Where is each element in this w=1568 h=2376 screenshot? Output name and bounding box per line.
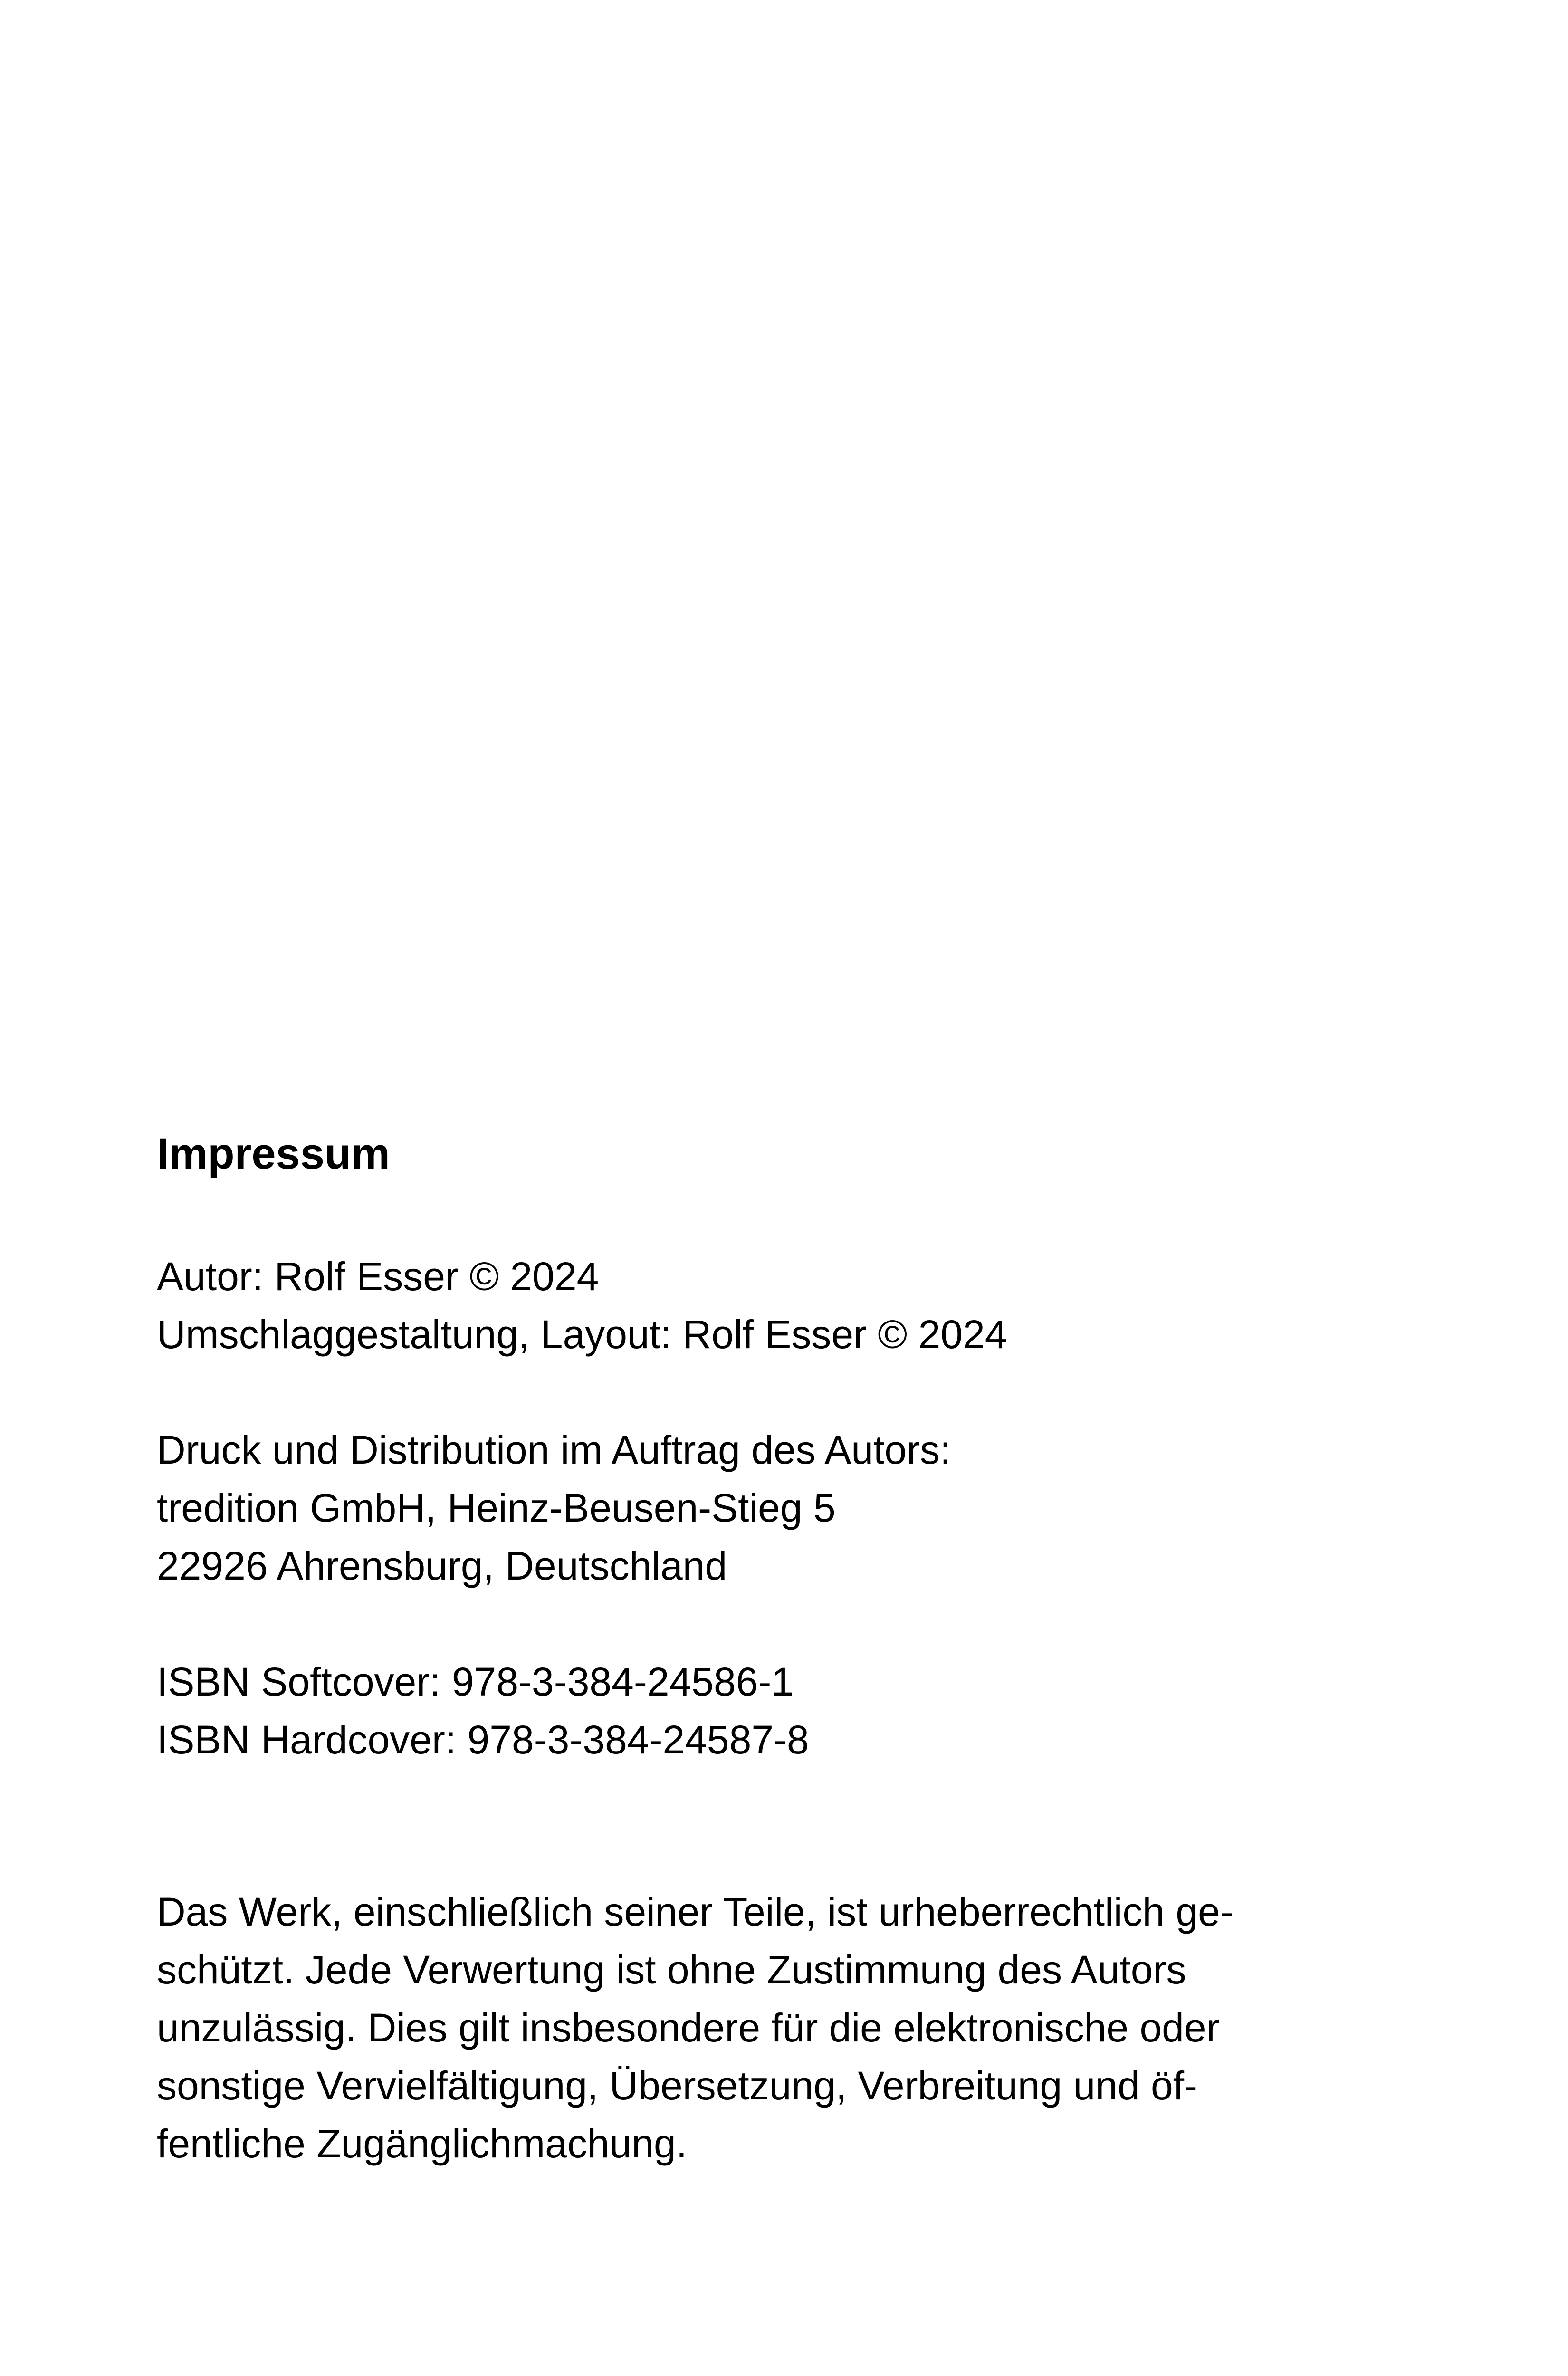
isbn-section	[157, 1653, 1392, 1769]
copyright-notice-line: sonstige Vervielfältigung, Übersetzung, Verbreitung und öf-	[157, 2063, 1198, 2108]
copyright-notice	[157, 1883, 1392, 2173]
author-line: Autor: Rolf Esser © 2024	[157, 1254, 599, 1299]
publisher-street-line: tredition GmbH, Heinz-Beusen-Stieg 5	[157, 1485, 836, 1530]
publisher-city-line: 22926 Ahrensburg, Deutschland	[157, 1543, 727, 1588]
copyright-notice-line: schützt. Jede Verwertung ist ohne Zustimmung des Autors	[157, 1947, 1186, 1992]
printing-section	[157, 1421, 1392, 1595]
printing-intro-line: Druck und Distribution im Auftrag des Autors:	[157, 1428, 951, 1472]
copyright-notice-line: fentliche Zugänglichmachung.	[157, 2121, 688, 2166]
layout-credit-line: Umschlaggestaltung, Layout: Rolf Esser © 2024	[157, 1312, 1007, 1357]
impressum-title: Impressum	[157, 1130, 390, 1178]
isbn-hardcover-line: ISBN Hardcover: 978-3-384-24587-8	[157, 1717, 809, 1762]
copyright-notice-line: Das Werk, einschließlich seiner Teile, ist urheberrechtlich ge-	[157, 1889, 1233, 1934]
credits-section	[157, 1247, 1392, 1363]
copyright-notice-line: unzulässig. Dies gilt insbesondere für die elektronische oder	[157, 2005, 1220, 2050]
isbn-softcover-line: ISBN Softcover: 978-3-384-24586-1	[157, 1659, 794, 1704]
